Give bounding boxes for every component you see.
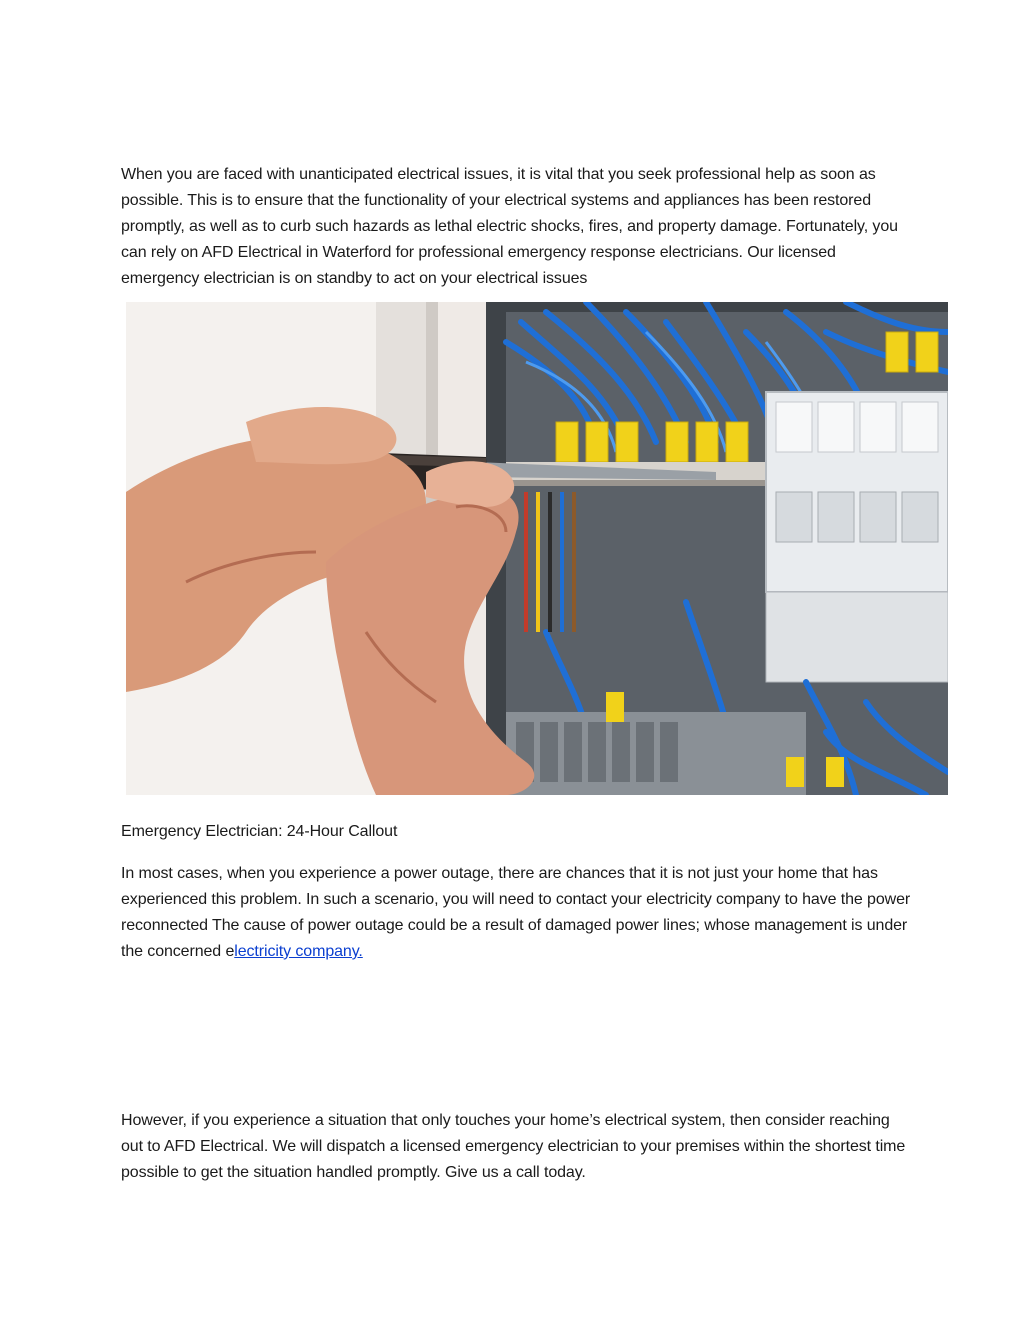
electrician-photo — [126, 302, 948, 795]
electricity-company-link[interactable]: lectricity company. — [234, 943, 363, 960]
electrician-illustration — [126, 302, 948, 795]
section-heading: Emergency Electrician: 24-Hour Callout — [121, 823, 398, 840]
closing-paragraph: However, if you experience a situation that only touches your home’s electrical system, then consider reaching out to AFD Electrical. We will dispatch a licensed emergency electrician to your premises within the shortest time possible to get the situation handled promptly. Give us a call today. — [121, 1112, 906, 1181]
power-outage-paragraph — [121, 861, 911, 965]
power-outage-paragraph-text: In most cases, when you experience a power outage, there are chances that it is not just your home that has experienced this problem. In such a scenario, you will need to contact your electricity company to have the power reconnected The cause of power outage could be a result of damaged power lines; whose management is under the concerned e — [121, 865, 911, 960]
intro-paragraph: When you are faced with unanticipated electrical issues, it is vital that you seek professional help as soon as possible. This is to ensure that the functionality of your electrical systems and appliances has been restored promptly, as well as to curb such hazards as lethal electric shocks, fires, and property damage. Fortunately, you can rely on AFD Electrical in Waterford for professional emergency response electricians. Our licensed emergency electrician is on standby to act on your electrical issues — [121, 166, 898, 287]
